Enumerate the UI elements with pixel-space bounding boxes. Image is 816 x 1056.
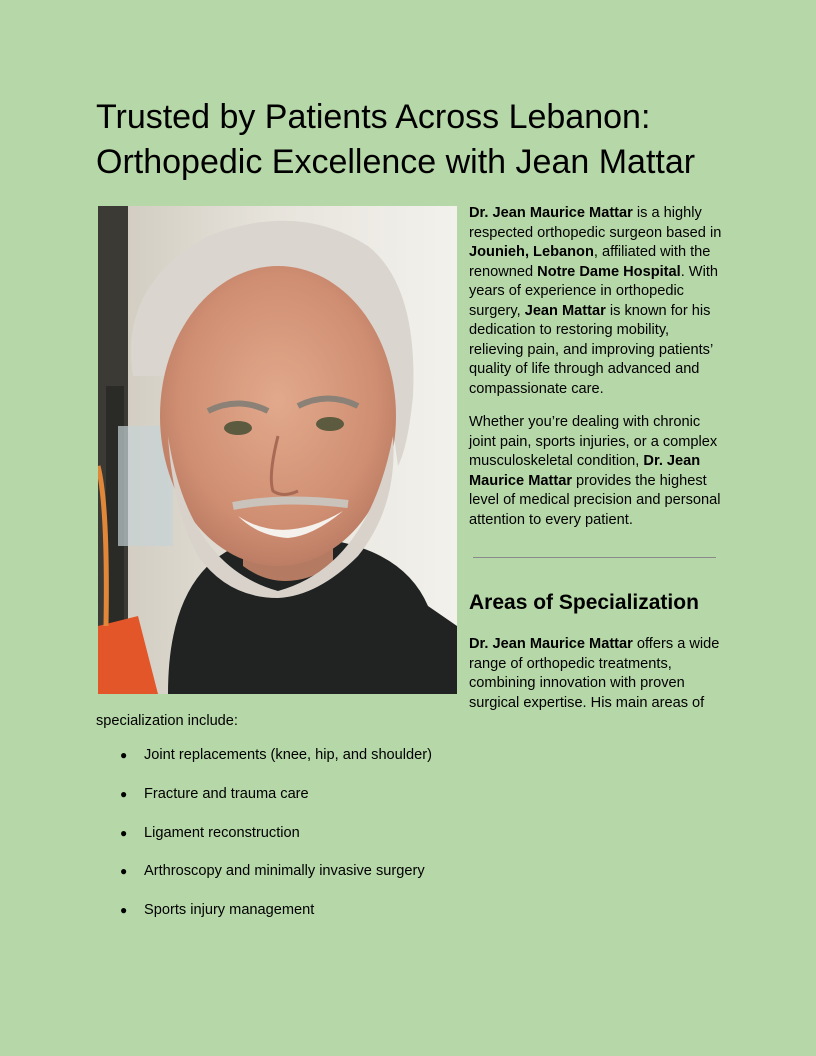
intro-text: is a highly respected orthopedic surgeon based in	[469, 205, 722, 241]
list-item	[96, 862, 432, 901]
location: Jounieh, Lebanon	[469, 244, 594, 260]
bullet-icon: ●	[120, 864, 128, 879]
specialization-list	[96, 746, 432, 940]
list-item-text: Arthroscopy and minimally invasive surgery	[144, 863, 425, 880]
second-paragraph	[469, 413, 724, 530]
page-title-line-2: Orthopedic Excellence with Jean Mattar	[96, 143, 696, 181]
intro-text: , affiliated with the renowned	[469, 244, 711, 280]
list-item	[96, 824, 432, 863]
doctor-name: Dr. Jean Maurice Mattar	[469, 636, 633, 652]
short-name: Jean Mattar	[524, 302, 606, 319]
list-item-text: Ligament reconstruction	[144, 824, 300, 841]
intro-paragraph	[469, 204, 724, 399]
list-item-text: Sports injury management	[144, 902, 315, 919]
specialization-text: offers a wide range of orthopedic treatments, combining innovation with proven surgical expertise. His main areas of	[469, 636, 720, 711]
bullet-icon: ●	[120, 825, 128, 840]
specialization-continuation: specialization include:	[96, 713, 238, 729]
page-title-line-1: Trusted by Patients Across Lebanon:	[96, 98, 651, 136]
list-item-text: Fracture and trauma care	[144, 785, 309, 802]
portrait-photo	[98, 206, 457, 694]
second-text: Whether you’re dealing with chronic joint pain, sports injuries, or a complex musculoskeletal condition,	[469, 414, 718, 469]
bullet-icon: ●	[120, 748, 128, 762]
hospital-name: Notre Dame Hospital	[537, 263, 681, 280]
doctor-name: Dr. Jean Maurice Mattar	[469, 205, 633, 221]
list-item	[96, 746, 432, 785]
doctor-name: Dr. Jean Maurice Mattar	[469, 453, 701, 489]
intro-text: is known for his dedication to restoring mobility, relieving pain, and improving patients’ quality of life through advanced and compassionate care.	[469, 302, 713, 397]
list-item	[96, 785, 432, 824]
list-item	[96, 901, 432, 940]
specialization-paragraph	[469, 635, 724, 713]
bullet-icon: ●	[120, 786, 128, 801]
horizontal-divider	[473, 557, 716, 558]
second-text: provides the highest level of medical precision and personal attention to every patient.	[469, 472, 721, 528]
page-title	[96, 95, 756, 185]
section-heading: Areas of Specialization	[469, 591, 699, 614]
intro-text: . With years of experience in orthopedic surgery,	[469, 263, 718, 319]
bullet-icon: ●	[120, 903, 128, 918]
list-item-text: Joint replacements (knee, hip, and shoulder)	[144, 747, 432, 763]
